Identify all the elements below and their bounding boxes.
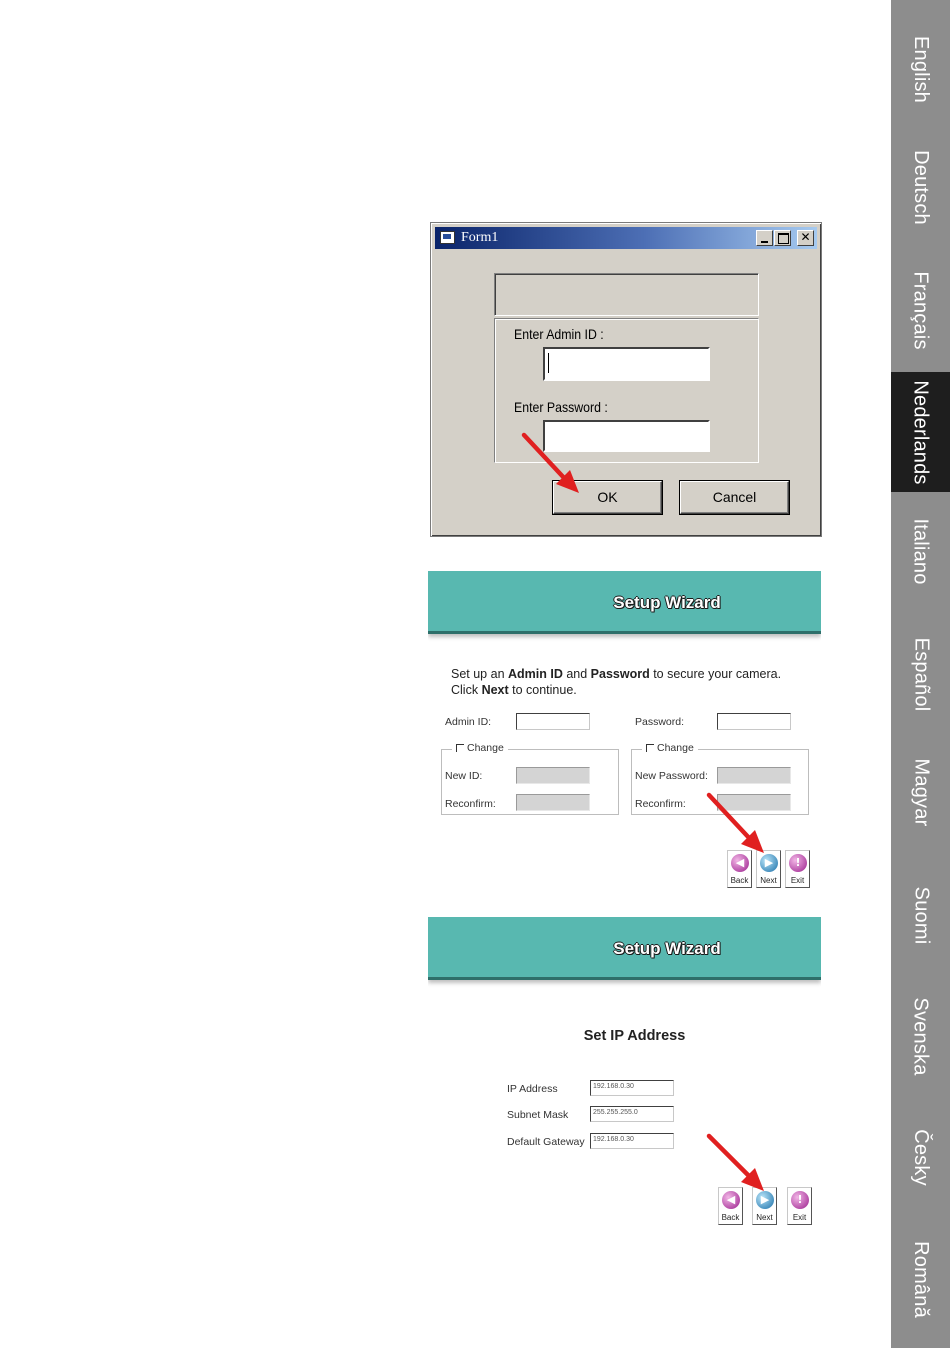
lang-tab-romana[interactable] xyxy=(891,1220,950,1338)
intro-text: Click xyxy=(451,683,482,697)
lang-label: Nederlands xyxy=(910,379,933,485)
exit-icon: ! xyxy=(789,854,807,872)
change-password-checkbox[interactable] xyxy=(646,744,654,752)
lang-label: Suomi xyxy=(909,886,932,944)
back-button[interactable] xyxy=(727,850,752,888)
lang-tab-svenska[interactable] xyxy=(891,977,950,1095)
ip-address-label: IP Address xyxy=(507,1083,558,1095)
lang-tab-magyar[interactable] xyxy=(891,733,950,851)
change-password-legend[interactable] xyxy=(642,742,698,754)
change-id-legend[interactable] xyxy=(452,742,508,754)
exit-icon: ! xyxy=(791,1191,809,1209)
intro-next: Next xyxy=(481,683,509,697)
wizard-intro-text xyxy=(451,666,781,698)
lang-tab-english[interactable] xyxy=(891,10,950,128)
app-window-icon xyxy=(440,231,455,244)
admin-id-label: Admin ID: xyxy=(445,716,492,728)
lang-tab-nederlands[interactable] xyxy=(891,372,950,492)
subnet-mask-value: 255.255.255.0 xyxy=(593,1109,638,1116)
wizard-header xyxy=(428,917,821,980)
next-button[interactable] xyxy=(756,850,781,888)
lang-label: English xyxy=(910,35,932,103)
login-dialog xyxy=(430,222,822,537)
reconfirm-password-input[interactable] xyxy=(717,794,791,811)
lang-tab-cesky[interactable] xyxy=(891,1098,950,1216)
intro-text: to continue. xyxy=(508,683,577,697)
lang-label: Svenska xyxy=(910,996,933,1076)
dialog-title: Form1 xyxy=(461,230,499,245)
back-button[interactable] xyxy=(718,1187,743,1225)
back-label: Back xyxy=(721,1213,740,1222)
password-label: Password: xyxy=(635,716,685,728)
dialog-banner-box xyxy=(494,273,759,316)
new-id-input[interactable] xyxy=(516,767,590,784)
lang-tab-suomi[interactable] xyxy=(891,856,950,974)
ip-address-value: 192.168.0.30 xyxy=(593,1083,634,1090)
lang-label: Français xyxy=(910,270,933,350)
language-sidebar xyxy=(891,0,950,1348)
ok-button[interactable]: OK xyxy=(553,481,662,514)
new-password-input[interactable] xyxy=(717,767,791,784)
exit-button[interactable] xyxy=(787,1187,812,1225)
ip-section-title: Set IP Address xyxy=(583,1028,686,1044)
exit-label: Exit xyxy=(792,1213,807,1222)
next-arrow-icon: ▶ xyxy=(760,854,778,872)
new-password-label: New Password: xyxy=(635,770,708,782)
lang-tab-italiano[interactable] xyxy=(891,492,950,610)
intro-admin-id: Admin ID xyxy=(508,667,563,681)
lang-tab-francais[interactable] xyxy=(891,251,950,369)
wizard-title: Setup Wizard xyxy=(613,593,721,612)
next-arrow-icon: ▶ xyxy=(756,1191,774,1209)
maximize-button[interactable] xyxy=(774,230,791,246)
wizard-header xyxy=(428,571,821,634)
change-id-checkbox[interactable] xyxy=(456,744,464,752)
new-id-label: New ID: xyxy=(445,770,483,782)
next-label: Next xyxy=(756,1213,773,1222)
default-gateway-label: Default Gateway xyxy=(507,1136,585,1148)
minimize-button[interactable] xyxy=(756,230,773,246)
lang-label: Deutsch xyxy=(910,149,932,225)
close-button[interactable]: ✕ xyxy=(797,230,814,246)
lang-label: Română xyxy=(910,1240,933,1318)
subnet-mask-input[interactable] xyxy=(590,1106,674,1122)
change-id-label: Change xyxy=(467,742,504,754)
password-input[interactable] xyxy=(543,420,710,452)
back-arrow-icon: ◀ xyxy=(731,854,749,872)
intro-text: and xyxy=(562,667,591,681)
next-label: Next xyxy=(760,876,777,885)
default-gateway-value: 192.168.0.30 xyxy=(593,1136,634,1143)
dialog-titlebar[interactable] xyxy=(435,227,817,249)
reconfirm-id-label: Reconfirm: xyxy=(445,798,496,810)
setup-wizard-ip-panel xyxy=(428,917,821,1237)
lang-label: Italiano xyxy=(910,517,932,585)
exit-button[interactable] xyxy=(785,850,810,888)
exit-label: Exit xyxy=(790,876,805,885)
back-arrow-icon: ◀ xyxy=(722,1191,740,1209)
lang-tab-espanol[interactable] xyxy=(891,615,950,733)
lang-label: Español xyxy=(910,637,932,711)
subnet-mask-label: Subnet Mask xyxy=(507,1109,569,1121)
admin-id-input[interactable] xyxy=(516,713,590,730)
password-input[interactable] xyxy=(717,713,791,730)
intro-text: Set up an xyxy=(451,667,508,681)
cancel-button[interactable]: Cancel xyxy=(680,481,789,514)
back-label: Back xyxy=(730,876,749,885)
password-label: Enter Password : xyxy=(514,399,608,415)
reconfirm-id-input[interactable] xyxy=(516,794,590,811)
change-password-label: Change xyxy=(657,742,694,754)
default-gateway-input[interactable] xyxy=(590,1133,674,1149)
reconfirm-password-label: Reconfirm: xyxy=(635,798,686,810)
wizard-title: Setup Wizard xyxy=(613,939,721,958)
intro-text: to secure your camera. xyxy=(649,667,782,681)
ip-address-input[interactable] xyxy=(590,1080,674,1096)
next-button[interactable] xyxy=(752,1187,777,1225)
intro-password: Password xyxy=(590,667,650,681)
lang-tab-deutsch[interactable] xyxy=(891,128,950,246)
admin-id-input[interactable] xyxy=(543,347,710,381)
lang-label: Česky xyxy=(909,1128,932,1186)
lang-label: Magyar xyxy=(910,758,933,826)
admin-id-label: Enter Admin ID : xyxy=(514,326,604,342)
setup-wizard-admin-panel xyxy=(428,571,821,896)
